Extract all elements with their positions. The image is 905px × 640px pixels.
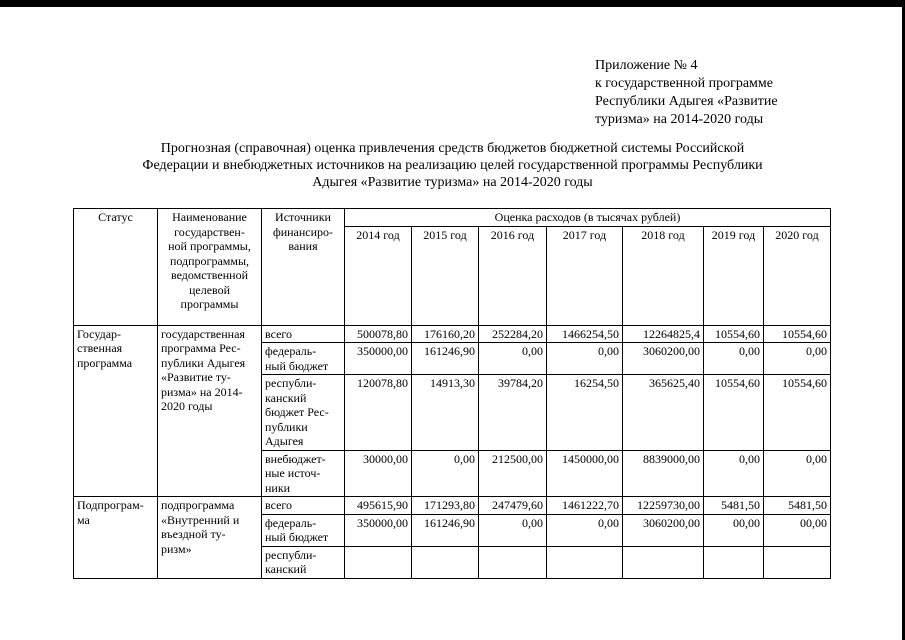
appendix-line: Приложение № 4 <box>595 58 698 73</box>
value-cell: 1450000,00 <box>547 450 623 497</box>
program-name-cell <box>158 325 262 497</box>
value-cell <box>412 546 479 578</box>
value-cell <box>479 546 547 578</box>
value-cell: 212500,00 <box>479 450 547 497</box>
appendix-note <box>595 57 778 129</box>
source-cell <box>262 375 345 451</box>
status-line: Государ- <box>77 326 122 341</box>
source-line: внебюджет- <box>265 451 326 466</box>
appendix-line: Республики Адыгея «Развитие <box>595 94 778 109</box>
program-name-line: въездной ту- <box>161 527 226 541</box>
title-line: Прогнозная (справочная) оценка привлечения средств бюджетов бюджетной системы Российской <box>160 141 745 156</box>
value-cell: 00,00 <box>704 514 764 546</box>
value-cell: 10554,60 <box>764 325 831 343</box>
header-year: 2015 год <box>412 226 479 325</box>
header-estimate: Оценка расходов (в тысячах рублей) <box>345 209 831 227</box>
source-cell <box>262 497 345 515</box>
funding-estimate-table <box>73 208 831 579</box>
program-name-line: подпрограмма <box>161 498 235 512</box>
program-name-cell <box>158 497 262 579</box>
header-name-line: подпрограммы, <box>169 253 250 268</box>
header-year: 2014 год <box>345 226 412 325</box>
value-cell: 0,00 <box>479 514 547 546</box>
value-cell: 10554,60 <box>704 375 764 451</box>
value-cell: 120078,80 <box>345 375 412 451</box>
header-name-line: ведомственной <box>171 268 248 282</box>
program-name-line: публики Адыгея <box>161 355 246 370</box>
source-line: всего <box>265 498 293 512</box>
document-title <box>100 140 805 191</box>
source-line: канский <box>265 390 307 405</box>
value-cell: 176160,20 <box>412 325 479 343</box>
value-cell: 12264825,4 <box>623 325 704 343</box>
value-cell: 3060200,00 <box>623 514 704 546</box>
value-cell <box>345 546 412 578</box>
header-name-line: программы <box>180 297 239 311</box>
value-cell: 5481,50 <box>764 497 831 515</box>
source-line: бюджет Рес- <box>265 405 329 419</box>
header-year: 2018 год <box>623 226 704 325</box>
value-cell: 247479,60 <box>479 497 547 515</box>
status-cell <box>74 497 158 579</box>
source-line: всего <box>265 326 293 341</box>
value-cell <box>704 546 764 578</box>
source-line: ные источ- <box>265 466 321 480</box>
status-cell <box>74 325 158 497</box>
value-cell: 1466254,50 <box>547 325 623 343</box>
value-cell <box>764 546 831 578</box>
header-name <box>158 209 262 326</box>
status-line: Подпрограм- <box>77 498 144 512</box>
value-cell: 0,00 <box>764 450 831 497</box>
value-cell: 161246,90 <box>412 343 479 375</box>
header-year: 2017 год <box>547 226 623 325</box>
value-cell: 0,00 <box>412 450 479 497</box>
value-cell <box>547 546 623 578</box>
value-cell: 3060200,00 <box>623 343 704 375</box>
value-cell: 252284,20 <box>479 325 547 343</box>
header-source-line: финансиро- <box>272 224 334 239</box>
value-cell: 16254,50 <box>547 375 623 451</box>
header-name-line: государствен- <box>174 224 245 239</box>
source-line: федераль- <box>265 344 317 358</box>
header-year: 2019 год <box>704 226 764 325</box>
value-cell: 350000,00 <box>345 514 412 546</box>
source-cell <box>262 514 345 546</box>
value-cell: 1461222,70 <box>547 497 623 515</box>
table-row <box>74 497 831 515</box>
source-line: ный бюджет <box>265 530 329 544</box>
value-cell: 0,00 <box>547 514 623 546</box>
header-name-line: Наименование <box>172 210 247 224</box>
value-cell: 495615,90 <box>345 497 412 515</box>
source-line: публики <box>265 419 308 434</box>
program-name-line: ризм» <box>161 541 192 556</box>
status-line: ственная <box>77 341 123 355</box>
header-year: 2020 год <box>764 226 831 325</box>
scan-top-border <box>0 0 905 7</box>
source-line: республи- <box>265 376 317 390</box>
header-year: 2016 год <box>479 226 547 325</box>
value-cell: 0,00 <box>547 343 623 375</box>
value-cell: 10554,60 <box>704 325 764 343</box>
value-cell: 350000,00 <box>345 343 412 375</box>
source-cell <box>262 546 345 578</box>
value-cell: 0,00 <box>704 450 764 497</box>
source-line: ники <box>265 480 291 495</box>
value-cell: 14913,30 <box>412 375 479 451</box>
program-name-line: «Развитие ту- <box>161 370 231 384</box>
appendix-line: к государственной программе <box>595 76 773 91</box>
value-cell: 10554,60 <box>764 375 831 451</box>
source-line: республи- <box>265 547 317 562</box>
source-cell <box>262 325 345 343</box>
source-line: федераль- <box>265 515 317 530</box>
status-line: ма <box>77 512 90 527</box>
appendix-line: туризма» на 2014-2020 годы <box>595 112 764 127</box>
program-name-line: ризма» на 2014- <box>161 384 243 399</box>
header-name-line: целевой <box>188 282 231 297</box>
value-cell: 0,00 <box>479 343 547 375</box>
title-line: Федерации и внебюджетных источников на реализацию целей государственной программы Республики <box>142 158 763 173</box>
value-cell: 12259730,00 <box>623 497 704 515</box>
status-line: программа <box>77 355 133 370</box>
value-cell: 5481,50 <box>704 497 764 515</box>
program-name-line: 2020 годы <box>161 399 213 413</box>
source-line: ный бюджет <box>265 358 329 373</box>
value-cell: 0,00 <box>764 343 831 375</box>
value-cell: 39784,20 <box>479 375 547 451</box>
header-status: Статус <box>74 209 158 326</box>
value-cell: 0,00 <box>704 343 764 375</box>
header-source-line: Источники <box>275 210 331 224</box>
source-line: канский <box>265 562 307 576</box>
source-cell <box>262 343 345 375</box>
header-source-line: вания <box>288 239 318 253</box>
program-name-line: программа Рес- <box>161 341 241 355</box>
value-cell: 365625,40 <box>623 375 704 451</box>
table-row <box>74 325 831 343</box>
value-cell: 00,00 <box>764 514 831 546</box>
source-line: Адыгея <box>265 434 304 448</box>
value-cell: 161246,90 <box>412 514 479 546</box>
value-cell <box>623 546 704 578</box>
value-cell: 8839000,00 <box>623 450 704 497</box>
value-cell: 171293,80 <box>412 497 479 515</box>
value-cell: 30000,00 <box>345 450 412 497</box>
source-cell <box>262 450 345 497</box>
program-name-line: государственная <box>161 326 245 341</box>
header-source <box>262 209 345 326</box>
header-row <box>74 209 831 227</box>
header-name-line: ной программы, <box>168 239 251 253</box>
value-cell: 500078,80 <box>345 325 412 343</box>
title-line: Адыгея «Развитие туризма» на 2014-2020 годы <box>312 175 593 190</box>
program-name-line: «Внутренний и <box>161 512 240 527</box>
